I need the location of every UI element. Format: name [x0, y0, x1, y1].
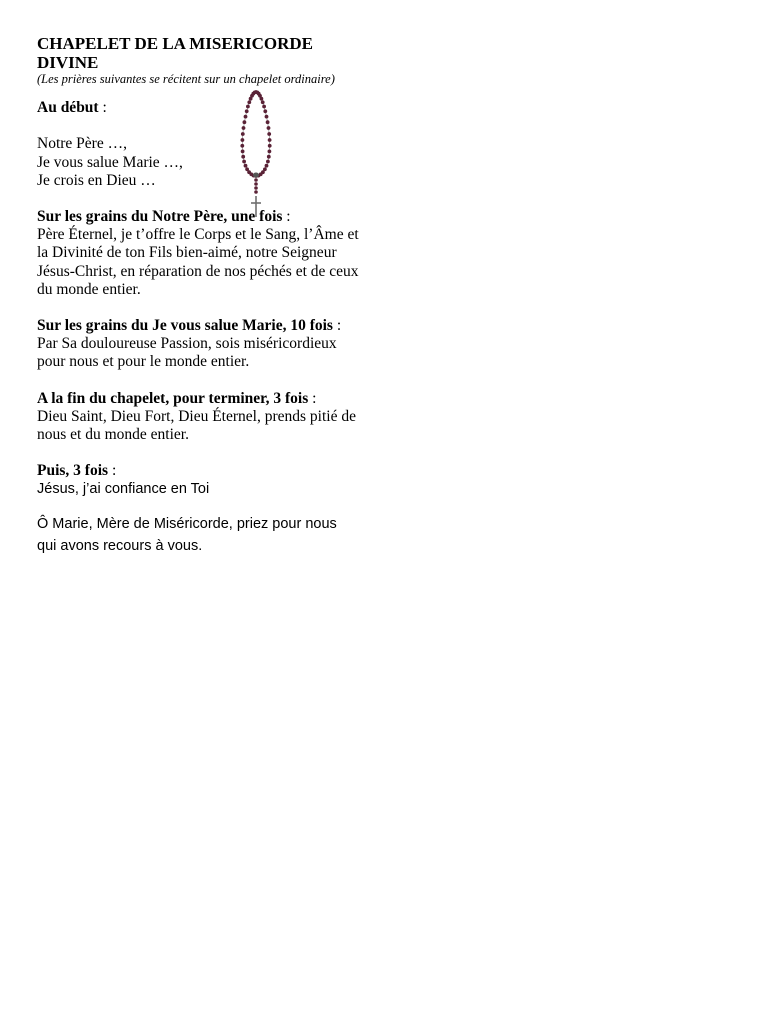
section-au-debut — [37, 99, 367, 190]
page-subtitle: (Les prières suivantes se récitent sur un chapelet ordinaire) — [37, 72, 335, 86]
crucifix-icon — [251, 196, 261, 217]
bead — [244, 115, 248, 119]
bead — [254, 186, 258, 190]
section-fin — [37, 390, 367, 445]
bead — [260, 97, 264, 101]
bead — [245, 167, 249, 171]
bead — [242, 160, 246, 164]
bead — [241, 138, 245, 142]
bead — [244, 164, 248, 168]
bead — [263, 109, 267, 113]
section-heading: Puis, 3 fois : — [37, 462, 117, 480]
bead — [247, 100, 251, 104]
section-heading: Sur les grains du Je vous salue Marie, 10 fois : — [37, 317, 342, 335]
bead — [243, 120, 247, 124]
section-heading: Au début : — [37, 99, 107, 116]
bead — [254, 178, 258, 182]
bead — [267, 132, 271, 136]
section-puis — [37, 462, 367, 499]
bead — [254, 182, 258, 186]
bead — [254, 190, 258, 194]
medal — [253, 173, 259, 178]
bead — [241, 150, 245, 154]
section-je-vous-salue — [37, 317, 367, 372]
document-page — [37, 34, 367, 557]
bead — [240, 144, 244, 148]
prayer-text: Jésus, j’ai confiance en Toi — [37, 481, 210, 498]
bead — [241, 132, 245, 136]
bead — [266, 160, 270, 164]
bead — [245, 109, 249, 113]
prayer-line: Je crois en Dieu … — [37, 171, 156, 189]
bead — [266, 120, 270, 124]
bead — [268, 138, 272, 142]
bead — [246, 105, 250, 109]
page-title: CHAPELET DE LA MISERICORDE DIVINE — [37, 34, 313, 72]
bead — [262, 105, 266, 109]
prayer-text: Par Sa douloureuse Passion, sois miséricordieux pour nous et pour le monde entier. — [37, 335, 337, 371]
bead — [268, 150, 272, 154]
prayer-text: Père Éternel, je t’offre le Corps et le Sang, l’Âme et la Divinité de ton Fils bien-aimé, notre Seigneur Jésus-Christ, en réparation de nos péchés et de ceux du monde entier. — [37, 226, 359, 298]
bead — [242, 126, 246, 130]
bead — [267, 155, 271, 159]
bead — [265, 164, 269, 168]
bead — [253, 91, 257, 95]
prayer-line: Je vous salue Marie …, — [37, 153, 183, 171]
section-heading: A la fin du chapelet, pour terminer, 3 fois : — [37, 389, 317, 407]
section-notre-pere — [37, 208, 367, 299]
bead — [268, 144, 272, 148]
bead — [261, 100, 265, 104]
bead — [241, 155, 245, 159]
bead — [267, 126, 271, 130]
prayer-line: Notre Père …, — [37, 135, 127, 153]
final-prayer: Ô Marie, Mère de Miséricorde, priez pour nous qui avons recours à vous. — [37, 515, 337, 554]
section-heading: Sur les grains du Notre Père, une fois : — [37, 208, 291, 226]
prayer-text: Dieu Saint, Dieu Fort, Dieu Éternel, prends pitié de nous et du monde entier. — [37, 407, 356, 444]
bead — [265, 115, 269, 119]
rosary-icon — [232, 84, 280, 220]
